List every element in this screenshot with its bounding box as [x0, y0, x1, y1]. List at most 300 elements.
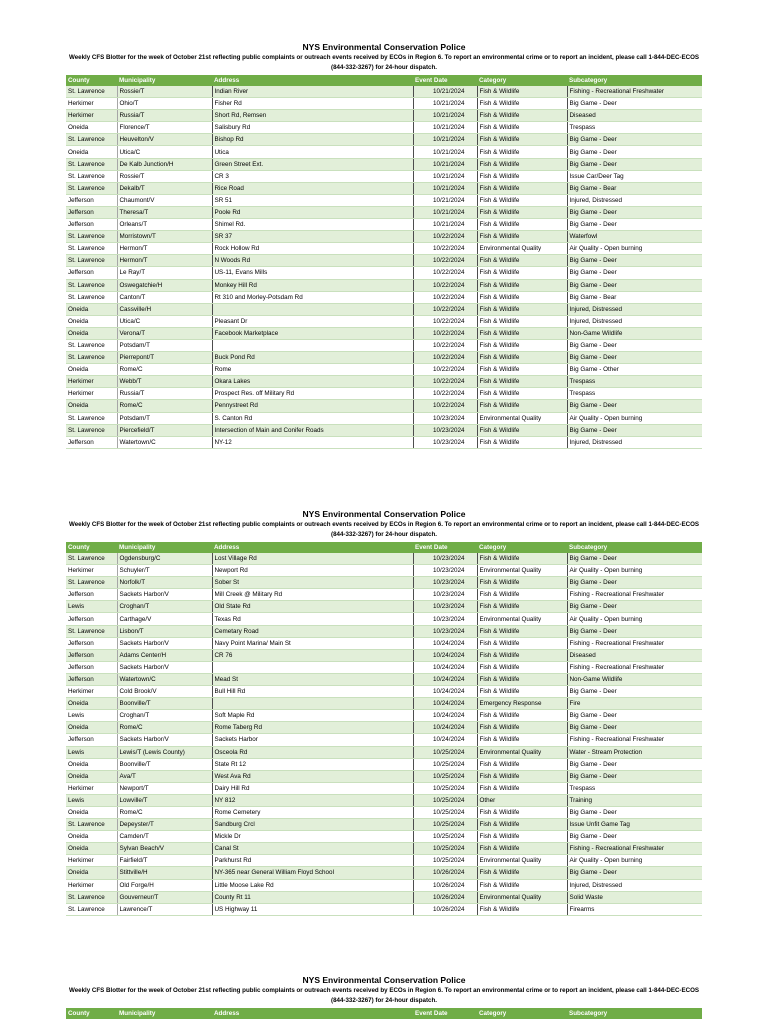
- cell-sub: Big Game - Deer: [567, 553, 702, 565]
- cell-sub: Big Game - Deer: [567, 146, 702, 158]
- table-row: [66, 903, 702, 915]
- cell-municipality: Lowville/T: [117, 794, 212, 806]
- cell-address: [212, 339, 413, 351]
- cell-date: 10/25/2024: [413, 782, 477, 794]
- cell-category: Other: [477, 794, 567, 806]
- cell-date: 10/22/2024: [413, 364, 477, 376]
- cell-municipality: Morristown/T: [117, 231, 212, 243]
- cell-category: Fish & Wildlife: [477, 577, 567, 589]
- cell-county: Oneida: [66, 364, 117, 376]
- cell-county: St. Lawrence: [66, 291, 117, 303]
- blotter-page-1: [66, 42, 702, 449]
- cell-address: Little Moose Lake Rd: [212, 879, 413, 891]
- cell-county: St. Lawrence: [66, 86, 117, 98]
- table-row: [66, 601, 702, 613]
- cell-county: Herkimer: [66, 879, 117, 891]
- cell-category: Fish & Wildlife: [477, 122, 567, 134]
- table-row: [66, 577, 702, 589]
- cell-date: 10/21/2024: [413, 134, 477, 146]
- column-header-municipality: Municipality: [117, 542, 212, 553]
- cell-date: 10/21/2024: [413, 182, 477, 194]
- table-row: [66, 843, 702, 855]
- cell-municipality: Boonville/T: [117, 758, 212, 770]
- cell-address: Old State Rd: [212, 601, 413, 613]
- cell-sub: Fishing - Recreational Freshwater: [567, 843, 702, 855]
- table-row: [66, 855, 702, 867]
- cell-date: 10/22/2024: [413, 352, 477, 364]
- cell-county: Oneida: [66, 867, 117, 879]
- cell-category: Environmental Quality: [477, 243, 567, 255]
- cell-sub: Air Quality - Open burning: [567, 565, 702, 577]
- table-header: [66, 1008, 702, 1019]
- cell-address: State Rt 12: [212, 758, 413, 770]
- cell-county: St. Lawrence: [66, 243, 117, 255]
- cell-sub: Air Quality - Open burning: [567, 613, 702, 625]
- cell-address: CR 76: [212, 649, 413, 661]
- cell-sub: Big Game - Bear: [567, 291, 702, 303]
- cell-address: Rt 310 and Morley-Potsdam Rd: [212, 291, 413, 303]
- document-title: NYS Environmental Conservation Police: [302, 42, 466, 52]
- cell-municipality: Lawrence/T: [117, 903, 212, 915]
- table-row: [66, 352, 702, 364]
- cell-sub: Big Game - Deer: [567, 279, 702, 291]
- cell-address: S. Canton Rd: [212, 412, 413, 424]
- table-row: [66, 231, 702, 243]
- cell-sub: Fishing - Recreational Freshwater: [567, 661, 702, 673]
- blotter-table: [66, 542, 702, 916]
- column-header-subcategory: Subcategory: [567, 542, 702, 553]
- cell-category: Fish & Wildlife: [477, 339, 567, 351]
- cell-municipality: Heuvelton/V: [117, 134, 212, 146]
- cell-address: US-11, Evans Mills: [212, 267, 413, 279]
- table-row: [66, 400, 702, 412]
- cell-category: Environmental Quality: [477, 891, 567, 903]
- table-row: [66, 206, 702, 218]
- table-row: [66, 327, 702, 339]
- table-row: [66, 722, 702, 734]
- cell-county: St. Lawrence: [66, 255, 117, 267]
- cell-county: St. Lawrence: [66, 352, 117, 364]
- cell-municipality: Norfolk/T: [117, 577, 212, 589]
- table-body: [66, 553, 702, 915]
- document-subtitle: Weekly CFS Blotter for the week of October 21st reflecting public complaints or outreach events received by ECOs in Region 6. To report an environmental crime or to report an incident, please call 1-844-DEC-ECOS (844-332-3267) for 24-hour dispatch.: [68, 521, 700, 538]
- table-row: [66, 746, 702, 758]
- cell-address: Rome Taberg Rd: [212, 722, 413, 734]
- cell-address: US Highway 11: [212, 903, 413, 915]
- cell-municipality: Orleans/T: [117, 219, 212, 231]
- cell-address: Bishop Rd: [212, 134, 413, 146]
- cell-category: Fish & Wildlife: [477, 673, 567, 685]
- cell-category: Fish & Wildlife: [477, 400, 567, 412]
- cell-sub: Air Quality - Open burning: [567, 855, 702, 867]
- cell-address: Monkey Hill Rd: [212, 279, 413, 291]
- cell-category: Fish & Wildlife: [477, 806, 567, 818]
- cell-category: Fish & Wildlife: [477, 303, 567, 315]
- cell-date: 10/23/2024: [413, 577, 477, 589]
- cell-municipality: Hermon/T: [117, 243, 212, 255]
- table-row: [66, 770, 702, 782]
- cell-address: Sober St: [212, 577, 413, 589]
- cell-sub: Big Game - Deer: [567, 255, 702, 267]
- cell-municipality: Sackets Harbor/V: [117, 661, 212, 673]
- table-row: [66, 194, 702, 206]
- cell-municipality: Sackets Harbor/V: [117, 734, 212, 746]
- cell-address: Utica: [212, 146, 413, 158]
- table-header: [66, 75, 702, 86]
- cell-category: Fish & Wildlife: [477, 782, 567, 794]
- cell-date: 10/25/2024: [413, 806, 477, 818]
- table-row: [66, 364, 702, 376]
- cell-date: 10/25/2024: [413, 831, 477, 843]
- cell-date: 10/23/2024: [413, 412, 477, 424]
- cell-date: 10/24/2024: [413, 698, 477, 710]
- cell-county: Oneida: [66, 303, 117, 315]
- cell-date: 10/23/2024: [413, 613, 477, 625]
- cell-address: Navy Point Marina/ Main St: [212, 637, 413, 649]
- cell-county: Oneida: [66, 806, 117, 818]
- cell-date: 10/22/2024: [413, 243, 477, 255]
- cell-category: Fish & Wildlife: [477, 879, 567, 891]
- table-row: [66, 291, 702, 303]
- cell-date: 10/24/2024: [413, 722, 477, 734]
- table-row: [66, 686, 702, 698]
- cell-sub: Trespass: [567, 376, 702, 388]
- cell-county: Lewis: [66, 601, 117, 613]
- cell-sub: Big Game - Deer: [567, 758, 702, 770]
- cell-sub: Injured, Distressed: [567, 315, 702, 327]
- column-header-county: County: [66, 1008, 117, 1019]
- table-row: [66, 782, 702, 794]
- column-header-municipality: Municipality: [117, 1008, 212, 1019]
- cell-address: Rock Hollow Rd: [212, 243, 413, 255]
- cell-date: 10/22/2024: [413, 267, 477, 279]
- cell-date: 10/24/2024: [413, 710, 477, 722]
- cell-county: Lewis: [66, 746, 117, 758]
- cell-address: Soft Maple Rd: [212, 710, 413, 722]
- cell-county: Jefferson: [66, 734, 117, 746]
- cell-county: St. Lawrence: [66, 339, 117, 351]
- table-row: [66, 182, 702, 194]
- cell-county: Jefferson: [66, 206, 117, 218]
- cell-county: St. Lawrence: [66, 424, 117, 436]
- cell-sub: Big Game - Deer: [567, 267, 702, 279]
- cell-county: Oneida: [66, 327, 117, 339]
- cell-county: Herkimer: [66, 565, 117, 577]
- cell-county: St. Lawrence: [66, 577, 117, 589]
- cell-date: 10/26/2024: [413, 903, 477, 915]
- table-row: [66, 589, 702, 601]
- column-header-address: Address: [212, 1008, 413, 1019]
- cell-county: Jefferson: [66, 637, 117, 649]
- cell-date: 10/24/2024: [413, 673, 477, 685]
- cell-category: Environmental Quality: [477, 746, 567, 758]
- cell-municipality: Camden/T: [117, 831, 212, 843]
- cell-category: Fish & Wildlife: [477, 424, 567, 436]
- cell-date: 10/21/2024: [413, 219, 477, 231]
- cell-category: Fish & Wildlife: [477, 819, 567, 831]
- cell-address: Prospect Res. off Military Rd: [212, 388, 413, 400]
- cell-county: Oneida: [66, 122, 117, 134]
- cell-category: Fish & Wildlife: [477, 867, 567, 879]
- cell-county: Oneida: [66, 843, 117, 855]
- cell-address: NY-12: [212, 436, 413, 448]
- cell-category: Fish & Wildlife: [477, 661, 567, 673]
- cell-municipality: Lewis/T (Lewis County): [117, 746, 212, 758]
- cell-address: [212, 661, 413, 673]
- cell-municipality: Cold Brook/V: [117, 686, 212, 698]
- cell-date: 10/25/2024: [413, 843, 477, 855]
- table-row: [66, 339, 702, 351]
- cell-sub: Water - Stream Protection: [567, 746, 702, 758]
- cell-sub: Issue Car/Deer Tag: [567, 170, 702, 182]
- table-row: [66, 219, 702, 231]
- cell-category: Fish & Wildlife: [477, 722, 567, 734]
- cell-date: 10/22/2024: [413, 376, 477, 388]
- cell-municipality: Rome/C: [117, 722, 212, 734]
- cell-date: 10/21/2024: [413, 122, 477, 134]
- cell-address: NY-365 near General William Floyd School: [212, 867, 413, 879]
- cell-sub: Diseased: [567, 649, 702, 661]
- cell-sub: Big Game - Deer: [567, 686, 702, 698]
- table-row: [66, 734, 702, 746]
- table-row: [66, 110, 702, 122]
- cell-date: 10/21/2024: [413, 98, 477, 110]
- cell-municipality: Potsdam/T: [117, 339, 212, 351]
- cell-municipality: De Kalb Junction/H: [117, 158, 212, 170]
- cell-county: Jefferson: [66, 673, 117, 685]
- table-row: [66, 625, 702, 637]
- cell-category: Fish & Wildlife: [477, 267, 567, 279]
- table-row: [66, 698, 702, 710]
- cell-sub: Big Game - Deer: [567, 710, 702, 722]
- cell-address: Salisbury Rd: [212, 122, 413, 134]
- cell-address: Shimel Rd.: [212, 219, 413, 231]
- table-row: [66, 388, 702, 400]
- cell-category: Fish & Wildlife: [477, 98, 567, 110]
- cell-category: Fish & Wildlife: [477, 831, 567, 843]
- cell-sub: Trespass: [567, 122, 702, 134]
- cell-sub: Big Game - Deer: [567, 424, 702, 436]
- cell-address: Rome Cemetery: [212, 806, 413, 818]
- document-subtitle: Weekly CFS Blotter for the week of October 21st reflecting public complaints or outreach events received by ECOs in Region 6. To report an environmental crime or to report an incident, please call 1-844-DEC-ECOS (844-332-3267) for 24-hour dispatch.: [68, 54, 700, 71]
- table-row: [66, 134, 702, 146]
- cell-municipality: Cassville/H: [117, 303, 212, 315]
- cell-county: Herkimer: [66, 782, 117, 794]
- cell-date: 10/25/2024: [413, 746, 477, 758]
- cell-municipality: Dekalb/T: [117, 182, 212, 194]
- table-row: [66, 158, 702, 170]
- cell-address: Bull Hill Rd: [212, 686, 413, 698]
- table-row: [66, 98, 702, 110]
- cell-county: Jefferson: [66, 436, 117, 448]
- cell-address: CR 3: [212, 170, 413, 182]
- cell-category: Fish & Wildlife: [477, 110, 567, 122]
- table-row: [66, 376, 702, 388]
- table-row: [66, 673, 702, 685]
- cell-date: 10/22/2024: [413, 279, 477, 291]
- column-header-subcategory: Subcategory: [567, 75, 702, 86]
- cell-address: Mickle Dr: [212, 831, 413, 843]
- cell-sub: Big Game - Deer: [567, 339, 702, 351]
- cell-sub: Diseased: [567, 110, 702, 122]
- cell-county: Lewis: [66, 794, 117, 806]
- cell-county: Jefferson: [66, 613, 117, 625]
- cell-date: 10/22/2024: [413, 339, 477, 351]
- table-header: [66, 542, 702, 553]
- cell-date: 10/25/2024: [413, 794, 477, 806]
- cell-county: Jefferson: [66, 267, 117, 279]
- cell-category: Fish & Wildlife: [477, 146, 567, 158]
- cell-category: Fish & Wildlife: [477, 436, 567, 448]
- cell-sub: Big Game - Deer: [567, 625, 702, 637]
- table-row: [66, 303, 702, 315]
- cell-municipality: Croghan/T: [117, 710, 212, 722]
- cell-county: St. Lawrence: [66, 412, 117, 424]
- cell-sub: Fishing - Recreational Freshwater: [567, 637, 702, 649]
- table-row: [66, 267, 702, 279]
- table-row: [66, 649, 702, 661]
- cell-sub: Injured, Distressed: [567, 194, 702, 206]
- cell-sub: Big Game - Deer: [567, 158, 702, 170]
- column-header-subcategory: Subcategory: [567, 1008, 702, 1019]
- cell-sub: Big Game - Other: [567, 364, 702, 376]
- table-row: [66, 891, 702, 903]
- cell-category: Fish & Wildlife: [477, 315, 567, 327]
- cell-address: Pleasant Dr: [212, 315, 413, 327]
- cell-date: 10/25/2024: [413, 819, 477, 831]
- cell-date: 10/22/2024: [413, 231, 477, 243]
- cell-address: West Ava Rd: [212, 770, 413, 782]
- document-subtitle: Weekly CFS Blotter for the week of October 21st reflecting public complaints or outreach events received by ECOs in Region 6. To report an environmental crime or to report an incident, please call 1-844-DEC-ECOS (844-332-3267) for 24-hour dispatch.: [68, 987, 700, 1004]
- cell-date: 10/21/2024: [413, 206, 477, 218]
- cell-county: Oneida: [66, 831, 117, 843]
- cell-date: 10/26/2024: [413, 891, 477, 903]
- cell-category: Fish & Wildlife: [477, 291, 567, 303]
- cell-address: Okara Lakes: [212, 376, 413, 388]
- cell-municipality: Russia/T: [117, 110, 212, 122]
- cell-county: St. Lawrence: [66, 819, 117, 831]
- cell-category: Fish & Wildlife: [477, 637, 567, 649]
- cell-date: 10/24/2024: [413, 649, 477, 661]
- cell-date: 10/23/2024: [413, 625, 477, 637]
- cell-municipality: Stittville/H: [117, 867, 212, 879]
- cell-municipality: Rome/C: [117, 806, 212, 818]
- cell-date: 10/21/2024: [413, 146, 477, 158]
- cell-sub: Issue Unfit Game Tag: [567, 819, 702, 831]
- cell-date: 10/21/2024: [413, 158, 477, 170]
- cell-address: Dairy Hill Rd: [212, 782, 413, 794]
- cell-sub: Big Game - Bear: [567, 182, 702, 194]
- column-header-event-date: Event Date: [413, 542, 477, 553]
- cell-municipality: Canton/T: [117, 291, 212, 303]
- table-row: [66, 565, 702, 577]
- cell-municipality: Pierrepont/T: [117, 352, 212, 364]
- cell-county: Jefferson: [66, 649, 117, 661]
- cell-county: St. Lawrence: [66, 182, 117, 194]
- cell-sub: Injured, Distressed: [567, 879, 702, 891]
- cell-date: 10/22/2024: [413, 327, 477, 339]
- cell-municipality: Verona/T: [117, 327, 212, 339]
- cell-category: Fish & Wildlife: [477, 770, 567, 782]
- cell-sub: Non-Game Wildlife: [567, 327, 702, 339]
- cell-category: Fish & Wildlife: [477, 364, 567, 376]
- cell-date: 10/23/2024: [413, 436, 477, 448]
- cell-municipality: Sackets Harbor/V: [117, 589, 212, 601]
- cell-sub: Fishing - Recreational Freshwater: [567, 589, 702, 601]
- cell-address: Osceola Rd: [212, 746, 413, 758]
- table-row: [66, 879, 702, 891]
- cell-municipality: Webb/T: [117, 376, 212, 388]
- cell-county: St. Lawrence: [66, 903, 117, 915]
- cell-category: Fish & Wildlife: [477, 279, 567, 291]
- cell-address: Sackets Harbor: [212, 734, 413, 746]
- cell-municipality: Russia/T: [117, 388, 212, 400]
- cell-date: 10/24/2024: [413, 661, 477, 673]
- cell-category: Environmental Quality: [477, 855, 567, 867]
- cell-county: Oneida: [66, 315, 117, 327]
- cell-sub: Injured, Distressed: [567, 303, 702, 315]
- column-header-county: County: [66, 542, 117, 553]
- cell-category: Fish & Wildlife: [477, 170, 567, 182]
- cell-municipality: Depeyster/T: [117, 819, 212, 831]
- cell-sub: Big Game - Deer: [567, 219, 702, 231]
- cell-category: Fish & Wildlife: [477, 843, 567, 855]
- cell-sub: Fire: [567, 698, 702, 710]
- table-row: [66, 436, 702, 448]
- cell-address: Mead St: [212, 673, 413, 685]
- cell-address: Texas Rd: [212, 613, 413, 625]
- cell-sub: Air Quality - Open burning: [567, 243, 702, 255]
- cell-municipality: Watertown/C: [117, 673, 212, 685]
- cell-date: 10/22/2024: [413, 315, 477, 327]
- column-header-municipality: Municipality: [117, 75, 212, 86]
- cell-date: 10/24/2024: [413, 686, 477, 698]
- table-row: [66, 424, 702, 436]
- cell-address: [212, 698, 413, 710]
- cell-municipality: Sackets Harbor/V: [117, 637, 212, 649]
- cell-sub: Air Quality - Open burning: [567, 412, 702, 424]
- cell-address: Green Street Ext.: [212, 158, 413, 170]
- cell-municipality: Rossie/T: [117, 86, 212, 98]
- cell-address: Fisher Rd: [212, 98, 413, 110]
- cell-municipality: Boonville/T: [117, 698, 212, 710]
- table-row: [66, 758, 702, 770]
- cell-address: County Rt 11: [212, 891, 413, 903]
- cell-municipality: Utica/C: [117, 315, 212, 327]
- cell-county: Oneida: [66, 758, 117, 770]
- table-row: [66, 637, 702, 649]
- cell-date: 10/25/2024: [413, 758, 477, 770]
- column-header-event-date: Event Date: [413, 1008, 477, 1019]
- cell-date: 10/23/2024: [413, 589, 477, 601]
- table-body: [66, 86, 702, 448]
- cell-date: 10/25/2024: [413, 855, 477, 867]
- column-header-event-date: Event Date: [413, 75, 477, 86]
- table-row: [66, 315, 702, 327]
- cell-municipality: Old Forge/H: [117, 879, 212, 891]
- table-row: [66, 86, 702, 98]
- cell-county: St. Lawrence: [66, 279, 117, 291]
- cell-municipality: Piercefield/T: [117, 424, 212, 436]
- cell-municipality: Rome/C: [117, 364, 212, 376]
- cell-county: Lewis: [66, 710, 117, 722]
- table-row: [66, 794, 702, 806]
- cell-address: Facebook Marketplace: [212, 327, 413, 339]
- cell-category: Fish & Wildlife: [477, 376, 567, 388]
- cell-address: Newport Rd: [212, 565, 413, 577]
- cell-sub: Big Game - Deer: [567, 134, 702, 146]
- cell-date: 10/21/2024: [413, 170, 477, 182]
